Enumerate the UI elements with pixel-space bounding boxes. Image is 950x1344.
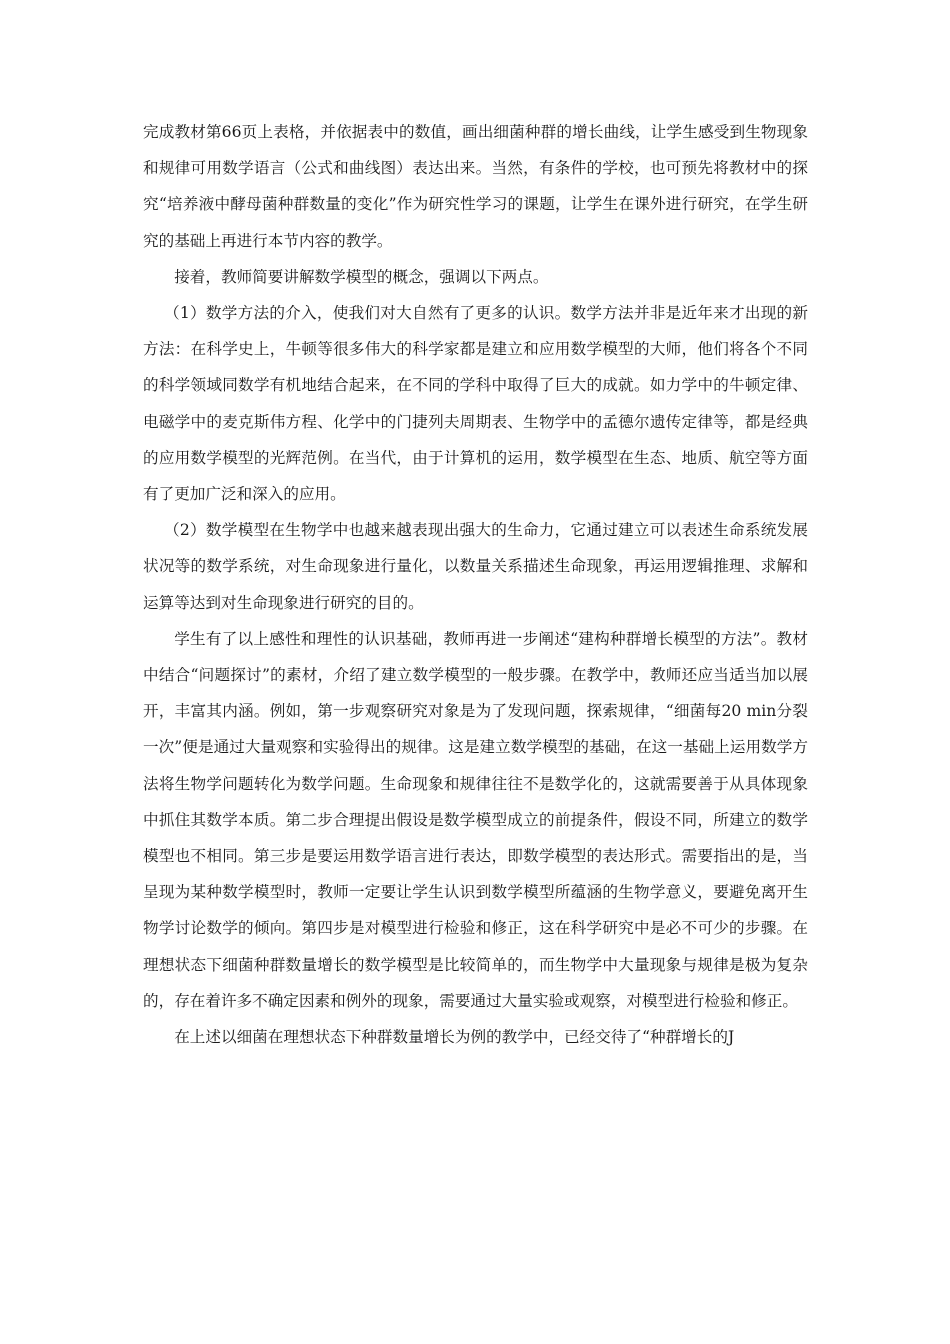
document-page [143,114,808,1055]
paragraph-point-2: （2）数学模型在生物学中也越来越表现出强大的生命力，它通过建立可以表述生命系统发展状况等的数学系统，对生命现象进行量化，以数量关系描述生命现象，再运用逻辑推理、求解和运算等达到对生命现象进行研究的目的。 [143,521,808,612]
paragraph-model-concept: 接着，教师简要讲解数学模型的概念，强调以下两点。 [174,267,549,286]
paragraph-continued-intro: 完成教材第66页上表格，并依据表中的数值，画出细菌种群的增长曲线，让学生感受到生物现象和规律可用数学语言（公式和曲线图）表达出来。当然，有条件的学校，也可预先将教材中的探究“培养液中酵母菌种群数量的变化”作为研究性学习的课题，让学生在课外进行研究，在学生研究的基础上再进行本节内容的教学。 [143,123,808,250]
paragraph-point-1: （1）数学方法的介入，使我们对大自然有了更多的认识。数学方法并非是近年来才出现的新方法：在科学史上，牛顿等很多伟大的科学家都是建立和应用数学模型的大师，他们将各个不同的科学领域同数学有机地结合起来，在不同的学科中取得了巨大的成就。如力学中的牛顿定律、电磁学中的麦克斯伟方程、化学中的门捷列夫周期表、生物学中的孟德尔遗传定律等，都是经典的应用数学模型的光辉范例。在当代，由于计算机的运用，数学模型在生态、地质、航空等方面有了更加广泛和深入的应用。 [143,304,808,504]
paragraph-modeling-steps: 学生有了以上感性和理性的认识基础，教师再进一步阐述“建构种群增长模型的方法”。教材中结合“问题探讨”的素材，介绍了建立数学模型的一般步骤。在教学中，教师还应当适当加以展开，丰富其内涵。例如，第一步观察研究对象是为了发现问题，探索规律，“细菌每20 min分裂一次”便是通过大量观察和实验得出的规律。这是建立数学模型的基础，在这一基础上运用数学方法将生物学问题转化为数学问题。生命现象和规律往往不是数学化的，这就需要善于从具体现象中抓住其数学本质。第二步合理提出假设是数学模型成立的前提条件，假设不同，所建立的数学模型也不相同。第三步是要运用数学语言进行表达，即数学模型的表达形式。需要指出的是，当呈现为某种数学模型时，教师一定要让学生认识到数学模型所蕴涵的生物学意义，要避免离开生物学讨论数学的倾向。第四步是对模型进行检验和修正，这在科学研究中是必不可少的步骤。在理想状态下细菌种群数量增长的数学模型是比较简单的，而生物学中大量现象与规律是极为复杂的，存在着许多不确定因素和例外的现象，需要通过大量实验或观察，对模型进行检验和修正。 [143,629,808,1010]
paragraph-j-curve: 在上述以细菌在理想状态下种群数量增长为例的教学中，已经交待了“种群增长的J [174,1028,735,1047]
